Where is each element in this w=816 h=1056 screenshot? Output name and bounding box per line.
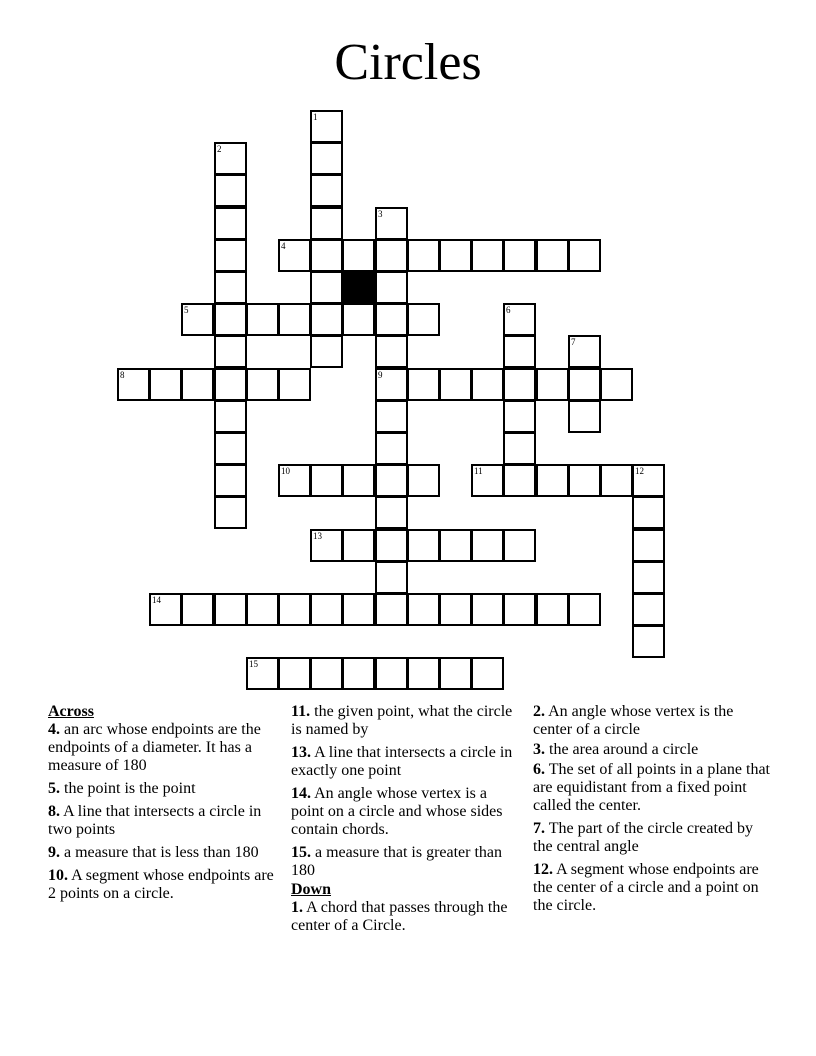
clue-across-13 [291,744,519,780]
grid-cell[interactable] [117,368,150,401]
grid-cell[interactable] [149,368,182,401]
grid-cell[interactable] [310,303,343,336]
cell-number: 3 [378,209,383,219]
grid-cell[interactable] [181,303,214,336]
grid-cell[interactable] [342,657,375,690]
clue-number: 10. [48,867,68,884]
grid-cell[interactable] [214,464,247,497]
grid-cell[interactable] [407,593,440,626]
clue-down-1 [291,899,519,935]
grid-cell[interactable] [342,593,375,626]
grid-cell[interactable] [310,110,343,143]
grid-cell[interactable] [632,464,665,497]
grid-cell[interactable] [214,335,247,368]
grid-cell[interactable] [214,207,247,240]
clue-number: 3. [533,741,545,758]
clue-across-4 [48,721,274,775]
across-heading: Across [48,703,94,720]
grid-cell[interactable] [632,561,665,594]
grid-cell[interactable] [568,335,601,368]
grid-cell[interactable] [471,368,504,401]
grid-cell[interactable] [568,464,601,497]
clue-number: 9. [48,844,60,861]
grid-cell[interactable] [342,464,375,497]
clue-across-8 [48,803,274,839]
grid-cell[interactable] [375,496,408,529]
clue-across-11 [291,703,519,739]
grid-cell[interactable] [536,239,569,272]
clue-number: 1. [291,899,303,916]
grid-cell[interactable] [439,368,472,401]
clue-text: an arc whose endpoints are the endpoints of a diameter. It has a measure of 180 [48,721,261,774]
grid-cell[interactable] [632,496,665,529]
grid-cell[interactable] [568,593,601,626]
grid-cell[interactable] [375,657,408,690]
grid-cell[interactable] [278,303,311,336]
cell-number: 8 [120,370,125,380]
cell-number: 2 [217,144,222,154]
clue-across-14 [291,785,519,839]
cell-number: 13 [313,531,322,541]
grid-cell[interactable] [375,271,408,304]
grid-cell[interactable] [536,593,569,626]
grid-cell[interactable] [503,400,536,433]
grid-cell[interactable] [375,368,408,401]
clue-down-6 [533,761,771,815]
grid-cell[interactable] [471,657,504,690]
grid-cell[interactable] [632,529,665,562]
grid-cell[interactable] [536,464,569,497]
cell-number: 6 [506,305,511,315]
grid-cell[interactable] [503,368,536,401]
grid-cell[interactable] [407,368,440,401]
grid-cell[interactable] [310,142,343,175]
cell-number: 9 [378,370,383,380]
down-heading: Down [291,881,332,898]
grid-cell[interactable] [214,368,247,401]
grid-cell[interactable] [149,593,182,626]
grid-cell[interactable] [407,529,440,562]
cell-number: 1 [313,112,318,122]
grid-cell[interactable] [503,593,536,626]
clue-across-9 [48,844,274,862]
grid-cell[interactable] [375,239,408,272]
clues-column-3 [533,703,771,920]
clue-text: the area around a circle [549,741,699,758]
grid-cell[interactable] [600,368,633,401]
cell-number: 10 [281,466,290,476]
grid-cell[interactable] [375,593,408,626]
grid-cell[interactable] [214,400,247,433]
cell-number: 11 [474,466,483,476]
grid-cell[interactable] [471,529,504,562]
clue-text: the point is the point [64,780,196,797]
grid-cell[interactable] [439,239,472,272]
black-square [342,271,375,304]
clue-across-5 [48,780,274,798]
grid-cell[interactable] [407,303,440,336]
clue-number: 5. [48,780,60,797]
grid-cell[interactable] [407,239,440,272]
grid-cell[interactable] [278,239,311,272]
grid-cell[interactable] [407,657,440,690]
grid-cell[interactable] [214,271,247,304]
grid-cell[interactable] [246,303,279,336]
grid-cell[interactable] [278,593,311,626]
cell-number: 5 [184,305,189,315]
grid-cell[interactable] [278,368,311,401]
grid-cell[interactable] [375,464,408,497]
grid-cell[interactable] [439,657,472,690]
clue-number: 12. [533,861,553,878]
grid-cell[interactable] [632,593,665,626]
grid-cell[interactable] [503,464,536,497]
grid-cell[interactable] [471,464,504,497]
grid-cell[interactable] [310,464,343,497]
grid-cell[interactable] [375,432,408,465]
clue-text: An angle whose vertex is the center of a circle [533,703,734,738]
grid-cell[interactable] [375,561,408,594]
grid-cell[interactable] [342,529,375,562]
clue-number: 14. [291,785,311,802]
clue-text: A chord that passes through the center of a Circle. [291,899,508,934]
grid-cell[interactable] [214,239,247,272]
grid-cell[interactable] [375,303,408,336]
clue-number: 4. [48,721,60,738]
grid-cell[interactable] [214,303,247,336]
cell-number: 4 [281,241,286,251]
grid-cell[interactable] [278,657,311,690]
clue-text: A segment whose endpoints are 2 points on a circle. [48,867,274,902]
clue-number: 7. [533,820,545,837]
cell-number: 14 [152,595,161,605]
grid-cell[interactable] [439,593,472,626]
grid-cell[interactable] [471,239,504,272]
grid-cell[interactable] [181,593,214,626]
clue-across-15 [291,844,519,880]
cell-number: 7 [571,337,576,347]
cell-number: 15 [249,659,258,669]
grid-cell[interactable] [600,464,633,497]
grid-cell[interactable] [568,239,601,272]
clue-number: 8. [48,803,60,820]
grid-cell[interactable] [310,593,343,626]
clues-column-1 [48,703,274,908]
grid-cell[interactable] [439,529,472,562]
clue-text: An angle whose vertex is a point on a circle and whose sides contain chords. [291,785,503,838]
grid-cell[interactable] [278,464,311,497]
grid-cell[interactable] [568,400,601,433]
grid-cell[interactable] [181,368,214,401]
grid-cell[interactable] [375,335,408,368]
grid-cell[interactable] [536,368,569,401]
grid-cell[interactable] [214,142,247,175]
clue-text: a measure that is less than 180 [64,844,259,861]
grid-cell[interactable] [471,593,504,626]
grid-cell[interactable] [342,239,375,272]
grid-cell[interactable] [407,464,440,497]
grid-cell[interactable] [310,657,343,690]
grid-cell[interactable] [214,593,247,626]
clue-text: a measure that is greater than 180 [291,844,503,879]
grid-cell[interactable] [310,529,343,562]
clue-down-7 [533,820,771,856]
grid-cell[interactable] [375,400,408,433]
grid-cell[interactable] [503,432,536,465]
grid-cell[interactable] [310,174,343,207]
clue-text: A line that intersects a circle in exactly one point [291,744,513,779]
grid-cell[interactable] [503,303,536,336]
grid-cell[interactable] [342,303,375,336]
grid-cell[interactable] [214,174,247,207]
clue-number: 2. [533,703,545,720]
clue-text: the given point, what the circle is named by [291,703,513,738]
clue-number: 6. [533,761,545,778]
clue-down-3 [533,741,771,759]
grid-cell[interactable] [310,207,343,240]
grid-cell[interactable] [310,271,343,304]
grid-cell[interactable] [214,496,247,529]
clue-number: 13. [291,744,311,761]
grid-cell[interactable] [375,529,408,562]
grid-cell[interactable] [310,239,343,272]
cell-number: 12 [635,466,644,476]
clue-number: 15. [291,844,311,861]
clue-down-12 [533,861,771,915]
grid-cell[interactable] [214,432,247,465]
clue-text: The part of the circle created by the central angle [533,820,754,855]
clue-text: A line that intersects a circle in two points [48,803,262,838]
grid-cell[interactable] [246,657,279,690]
grid-cell[interactable] [310,335,343,368]
grid-cell[interactable] [568,368,601,401]
grid-cell[interactable] [503,529,536,562]
clue-text: The set of all points in a plane that are equidistant from a fixed point called the center. [533,761,770,814]
puzzle-title: Circles [334,34,482,91]
grid-cell[interactable] [632,625,665,658]
grid-cell[interactable] [503,239,536,272]
clue-text: A segment whose endpoints are the center of a circle and a point on the circle. [533,861,759,914]
clue-down-2 [533,703,771,739]
grid-cell[interactable] [503,335,536,368]
grid-cell[interactable] [375,207,408,240]
grid-cell[interactable] [246,593,279,626]
clue-across-10 [48,867,274,903]
clue-number: 11. [291,703,311,720]
clues-column-2 [291,703,519,940]
grid-cell[interactable] [246,368,279,401]
